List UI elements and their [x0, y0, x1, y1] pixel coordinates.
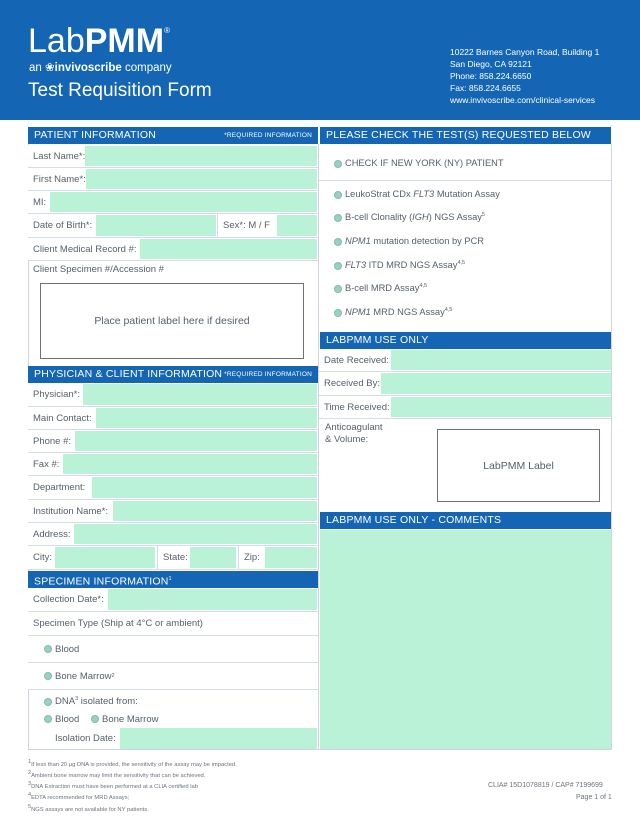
mrn-label: Client Medical Record #: — [28, 238, 137, 260]
address-label: Address: — [28, 523, 71, 545]
blood-option[interactable] — [28, 636, 79, 662]
footnotes — [28, 758, 237, 814]
physician-section-title: PHYSICIAN & CLIENT INFORMATION — [34, 368, 223, 380]
dna-bone-marrow-radio-icon[interactable] — [91, 715, 99, 723]
mrn-field[interactable] — [140, 239, 317, 259]
blood-row — [28, 636, 318, 663]
ny-patient-label: CHECK IF NEW YORK (NY) PATIENT — [345, 158, 504, 168]
mrn-row — [28, 238, 318, 261]
bottom-border — [28, 749, 612, 750]
footnote-5: $^5$NGS assays are not available for NY patients. — [28, 803, 149, 813]
comments-section-header: LABPMM USE ONLY - COMMENTS — [320, 512, 611, 529]
patient-section-title: PATIENT INFORMATION — [34, 129, 157, 141]
ny-radio-icon[interactable] — [334, 160, 342, 168]
date-received-field[interactable] — [391, 350, 611, 370]
test-text: LeukoStrat CDx — [345, 189, 414, 199]
footnote-ref: 4,5 — [457, 260, 466, 266]
test-npm1-mrd-option[interactable] — [334, 307, 452, 317]
phone-row — [28, 430, 318, 453]
bone-marrow-row — [28, 663, 318, 690]
address-field[interactable] — [74, 524, 317, 544]
test-flt3-itd-mrd-option[interactable] — [334, 260, 465, 270]
checkbox-icon[interactable] — [334, 262, 342, 270]
patient-label-box: Place patient label here if desired — [40, 283, 304, 359]
logo-subline — [29, 60, 172, 74]
first-name-label: First Name*: — [28, 168, 86, 190]
footnote-ref: 4,5 — [444, 307, 453, 313]
blood-label: Blood — [55, 643, 80, 655]
required-note: *REQUIRED INFORMATION — [224, 371, 312, 378]
department-row — [28, 476, 318, 500]
specimen-type-row — [28, 612, 318, 636]
date-received-row — [319, 349, 611, 372]
right-border — [611, 144, 612, 749]
logo-lab-text: Lab — [28, 22, 85, 60]
logo-sub-suffix: company — [124, 62, 172, 74]
footnote-text: If less than 20 µg DNA is provided, the sensitivity of the assay may be impacted. — [31, 761, 237, 768]
physician-field[interactable] — [83, 384, 317, 405]
checkbox-icon[interactable] — [334, 285, 342, 293]
received-by-field[interactable] — [381, 373, 611, 394]
lab-use-section-header: LABPMM USE ONLY — [320, 332, 611, 349]
specimen-section-title: SPECIMEN INFORMATION — [34, 575, 169, 588]
test-bcell-mrd-option[interactable] — [334, 283, 427, 293]
footnote-text: NGS assays are not available for NY patients. — [31, 806, 149, 813]
institution-field[interactable] — [113, 501, 317, 521]
department-label: Department: — [28, 476, 85, 499]
footnote-ref: 4,5 — [419, 283, 428, 289]
time-received-field[interactable] — [391, 397, 611, 417]
test-text: B-cell Clonality ( — [345, 212, 413, 223]
received-by-row — [319, 372, 611, 396]
address-line: Phone: 858.224.6650 — [450, 71, 532, 81]
city-label: City: — [28, 546, 52, 569]
dna-blood-option[interactable] — [44, 714, 79, 725]
zip-field[interactable] — [265, 547, 317, 568]
collection-date-field[interactable] — [108, 589, 317, 610]
test-bcell-clonality-option[interactable] — [334, 212, 485, 222]
isolation-date-label: Isolation Date: — [55, 728, 116, 749]
footnote-2: $^2$Ambient bone marrow may limit the sensitivity that can be achieved. — [28, 770, 206, 780]
time-received-row — [319, 396, 611, 419]
address-row — [28, 523, 318, 546]
dna-suffix: isolated from: — [78, 696, 138, 708]
footnote-text: EDTA recommended for MRD Assays; — [31, 795, 130, 802]
test-text: MRD NGS Assay — [370, 307, 445, 318]
city-state-zip-row — [28, 546, 318, 570]
physician-section-header — [28, 366, 318, 383]
footnote-ref: 2 — [111, 673, 115, 679]
main-contact-field[interactable] — [96, 408, 317, 428]
footnote-ref: 5 — [481, 212, 485, 218]
isolation-date-row — [55, 728, 318, 749]
physician-label: Physician*: — [28, 383, 80, 406]
bone-marrow-label: Bone Marrow — [55, 670, 112, 682]
footnote-ref: 1 — [168, 576, 172, 582]
city-field[interactable] — [55, 547, 155, 568]
labpmm-label-box: LabPMM Label — [437, 429, 600, 502]
dob-field[interactable] — [96, 215, 216, 236]
isolation-date-field[interactable] — [120, 728, 317, 749]
ny-patient-option[interactable] — [334, 158, 504, 168]
specimen-section-header — [28, 571, 318, 588]
dna-bone-marrow-option[interactable] — [91, 714, 159, 725]
anticoagulant-text: Anticoagulant — [325, 422, 383, 433]
labpmm-logo — [28, 22, 170, 61]
checkbox-icon[interactable] — [334, 191, 342, 199]
dna-blood-radio-icon[interactable] — [44, 715, 52, 723]
gene-name: NPM1 — [345, 307, 371, 318]
time-received-label: Time Received: — [319, 396, 390, 418]
address-line: San Diego, CA 92121 — [450, 59, 532, 69]
test-npm1-pcr-option[interactable] — [334, 236, 484, 246]
patient-section-header — [28, 127, 318, 144]
clia-cap-number: CLIA# 15D1078819 / CAP# 7199699 — [488, 782, 603, 789]
dna-bone-marrow-label: Bone Marrow — [102, 714, 159, 725]
collection-date-label: Collection Date*: — [28, 588, 104, 611]
received-by-label: Received By: — [319, 372, 380, 395]
zip-label: Zip: — [238, 546, 260, 569]
institution-row — [28, 500, 318, 523]
sex-field[interactable] — [277, 215, 317, 236]
phone-field[interactable] — [75, 431, 317, 451]
specimen-type-label: Specimen Type (Ship at 4°C or ambient) — [28, 612, 203, 635]
checkbox-icon[interactable] — [334, 238, 342, 246]
page-number: Page 1 of 1 — [576, 794, 612, 801]
fax-label: Fax #: — [28, 453, 59, 475]
fax-row — [28, 453, 318, 476]
dna-option[interactable] — [44, 696, 138, 707]
test-leukostrat-option[interactable] — [334, 189, 500, 199]
physician-row — [28, 383, 318, 407]
test-text: ITD MRD NGS Assay — [366, 260, 458, 271]
collection-date-row — [28, 588, 318, 612]
tests-section-header: PLEASE CHECK THE TEST(S) REQUESTED BELOW — [320, 127, 611, 144]
gene-name: FLT3 — [413, 189, 435, 199]
bone-marrow-radio-icon[interactable] — [44, 672, 52, 680]
anticoagulant-label — [325, 422, 383, 446]
sex-label: Sex*: M / F — [217, 214, 270, 237]
comments-field[interactable] — [320, 530, 611, 749]
divider — [319, 180, 611, 181]
checkbox-icon[interactable] — [334, 309, 342, 317]
dna-label: DNA — [55, 696, 76, 708]
footnote-ref: 3 — [75, 696, 79, 702]
test-text: ) NGS Assay — [428, 212, 482, 223]
footnote-4: $^4$EDTA recommended for MRD Assays; — [28, 792, 130, 802]
institution-label: Institution Name*: — [28, 500, 108, 522]
specimen-accession-label: Client Specimen #/Accession # — [33, 264, 164, 275]
address-line: www.invivoscribe.com/clinical-services — [450, 95, 596, 105]
fax-field[interactable] — [63, 454, 317, 474]
mi-label: MI: — [28, 191, 46, 213]
logo-sub-prefix: an — [29, 62, 42, 74]
address-line: 10222 Barnes Canyon Road, Building 1 — [450, 47, 600, 57]
date-received-label: Date Received: — [319, 349, 389, 371]
dob-sex-row — [28, 214, 318, 238]
footnote-text: Ambient bone marrow may limit the sensitivity that can be achieved. — [31, 773, 206, 780]
dna-blood-label: Blood — [55, 714, 80, 725]
last-name-label: Last Name*: — [28, 145, 85, 167]
volume-text: & Volume: — [325, 434, 369, 445]
dob-label: Date of Birth*: — [28, 214, 92, 237]
footnote-1: $^1$If less than 20 µg DNA is provided, the sensitivity of the assay may be impacted. — [28, 759, 237, 768]
last-name-field[interactable] — [85, 146, 317, 166]
gene-name: NPM1 — [345, 236, 371, 246]
blood-radio-icon[interactable] — [44, 645, 52, 653]
required-note: *REQUIRED INFORMATION — [224, 132, 312, 139]
phone-label: Phone #: — [28, 430, 71, 452]
test-text: B-cell MRD Assay — [345, 283, 420, 294]
state-label: State: — [157, 546, 188, 569]
first-name-row — [28, 168, 318, 191]
gene-name: FLT3 — [345, 260, 367, 271]
checkbox-icon[interactable] — [334, 214, 342, 222]
logo-pmm-text: PMM — [84, 22, 165, 60]
footnote-3: $^3$DNA Extraction must have been performed at a CLIA certified lab — [28, 781, 198, 791]
footnote-text: DNA Extraction must have been performed at a CLIA certified lab — [31, 784, 198, 791]
gene-name: IGH — [412, 212, 429, 223]
logo-sub-brand: invivoscribe — [54, 62, 122, 74]
form-title: Test Requisition Form — [28, 80, 212, 101]
invivoscribe-flower-icon: ❀ — [45, 62, 55, 74]
test-text: mutation detection by PCR — [370, 236, 485, 246]
center-border — [318, 144, 319, 749]
address-line: Fax: 858.224.6655 — [450, 83, 521, 93]
main-contact-row — [28, 407, 318, 430]
dna-radio-icon[interactable] — [44, 698, 52, 706]
mi-field[interactable] — [50, 192, 317, 212]
logo-registered-mark: ® — [164, 26, 170, 35]
main-contact-label: Main Contact: — [28, 407, 92, 429]
mi-row — [28, 191, 318, 214]
lab-address — [450, 46, 599, 106]
test-text: Mutation Assay — [434, 189, 500, 199]
department-field[interactable] — [92, 477, 317, 498]
first-name-field[interactable] — [86, 169, 317, 189]
bone-marrow-option[interactable] — [28, 663, 115, 689]
last-name-row — [28, 145, 318, 168]
state-field[interactable] — [190, 547, 236, 568]
